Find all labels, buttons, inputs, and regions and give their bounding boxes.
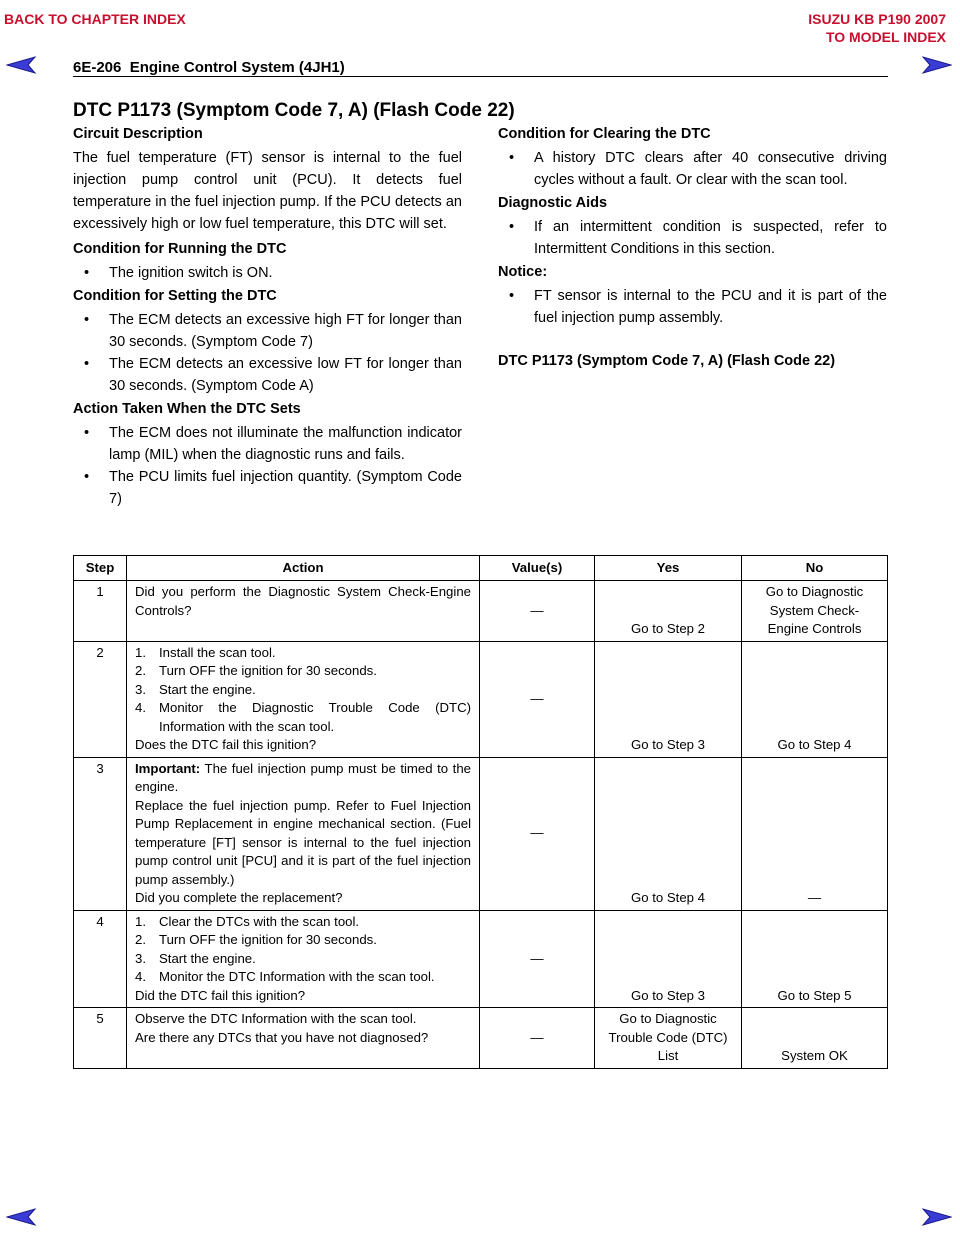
list-item-text: A history DTC clears after 40 consecutive driving cycles without a fault. Or clear with the scan tool.: [534, 150, 887, 188]
header-divider: [73, 76, 888, 77]
no-line: System Check-: [769, 602, 860, 618]
bullet-icon: •: [84, 265, 90, 281]
table-row: [74, 581, 888, 642]
important-note: Important: The fuel injection pump must be timed to the engine.: [135, 760, 471, 794]
list-item-text: FT sensor is internal to the PCU and it is part of the fuel injection pump assembly.: [534, 288, 887, 326]
list-item-text: If an intermittent condition is suspected, refer to Intermittent Conditions in this section.: [534, 219, 887, 257]
list-item: [73, 466, 462, 510]
step-action: [127, 757, 480, 910]
table-row: [74, 641, 888, 757]
sub-step: 2. Turn OFF the ignition for 30 seconds.: [135, 932, 377, 947]
circuit-description-text: The fuel temperature (FT) sensor is internal to the fuel injection pump control unit (PCU). It detects fuel temperature in the fuel injection pump. If the PCU detects an excessively high or low fuel temperature, this DTC will set.: [73, 150, 462, 232]
list-item: [73, 309, 462, 353]
diagnostic-aids-heading: Diagnostic Aids: [498, 195, 608, 211]
list-item: [73, 422, 462, 466]
sub-step: 3. Start the engine.: [135, 950, 256, 966]
yes-line: Go to Diagnostic: [619, 1011, 717, 1026]
step-yes[interactable]: Go to Step 4: [595, 757, 742, 910]
list-item: [498, 285, 887, 329]
step-action: Did you perform the Diagnostic System Check-Engine Controls?: [127, 581, 480, 642]
yes-line: Trouble Code (DTC): [608, 1029, 728, 1045]
step-value: —: [480, 641, 595, 757]
sub-step: 3. Start the engine.: [135, 681, 256, 697]
step-number: 3: [74, 757, 127, 910]
list-item: [73, 353, 462, 397]
column-header-values: Value(s): [480, 556, 595, 581]
column-header-yes: Yes: [595, 556, 742, 581]
action-line: Observe the DTC Information with the scan tool.: [135, 1011, 417, 1026]
step-question: Does the DTC fail this ignition?: [135, 737, 317, 752]
step-yes[interactable]: Go to Step 3: [595, 910, 742, 1008]
list-item: [73, 262, 462, 284]
running-condition-list: [73, 262, 462, 284]
clearing-condition-heading: Condition for Clearing the DTC: [498, 126, 711, 142]
step-no[interactable]: Go to Step 4: [742, 641, 888, 757]
left-column: [73, 123, 462, 511]
step-number: 5: [74, 1008, 127, 1069]
running-condition-heading: Condition for Running the DTC: [73, 241, 287, 257]
sub-step: 2. Turn OFF the ignition for 30 seconds.: [135, 663, 377, 678]
bullet-icon: •: [509, 150, 515, 166]
page-header: 6E-206 Engine Control System (4JH1): [73, 59, 345, 76]
right-column: [498, 123, 887, 372]
table-title: DTC P1173 (Symptom Code 7, A) (Flash Code 22): [498, 353, 836, 369]
step-action: [127, 1008, 480, 1069]
sub-step: 1. Clear the DTCs with the scan tool.: [135, 913, 360, 929]
step-value: —: [480, 910, 595, 1008]
list-item-text: The ECM detects an excessive high FT for longer than 30 seconds. (Symptom Code 7): [109, 312, 462, 350]
step-no[interactable]: Go to Step 5: [742, 910, 888, 1008]
notice-list: [498, 285, 887, 329]
prev-page-left-arrow-icon-bottom[interactable]: [6, 1208, 36, 1226]
notice-heading: Notice:: [498, 264, 548, 280]
step-question: Did you complete the replacement?: [135, 890, 343, 905]
model-title-link[interactable]: ISUZU KB P190 2007: [808, 11, 946, 27]
step-no[interactable]: [742, 581, 888, 642]
list-item-text: The PCU limits fuel injection quantity. (Symptom Code 7): [109, 469, 462, 507]
sub-step: 1. Install the scan tool.: [135, 644, 276, 660]
step-value: —: [480, 757, 595, 910]
list-item-text: The ECM detects an excessive low FT for longer than 30 seconds. (Symptom Code A): [109, 356, 462, 394]
action-taken-heading: Action Taken When the DTC Sets: [73, 401, 301, 417]
setting-condition-list: [73, 309, 462, 397]
step-yes[interactable]: Go to Step 2: [595, 581, 742, 642]
bullet-icon: •: [84, 356, 90, 372]
column-header-no: No: [742, 556, 888, 581]
to-model-index-link[interactable]: TO MODEL INDEX: [825, 29, 946, 45]
step-value: —: [480, 581, 595, 642]
step-action: [127, 910, 480, 1008]
back-to-chapter-index-link[interactable]: BACK TO CHAPTER INDEX: [4, 11, 186, 27]
next-page-right-arrow-icon-bottom[interactable]: [922, 1208, 952, 1226]
step-yes[interactable]: [595, 1008, 742, 1069]
step-number: 4: [74, 910, 127, 1008]
step-number: 1: [74, 581, 127, 642]
no-line: Go to Diagnostic: [765, 584, 864, 599]
column-header-step: Step: [74, 556, 127, 581]
step-yes[interactable]: Go to Step 3: [595, 641, 742, 757]
step-value: —: [480, 1008, 595, 1069]
page-title: DTC P1173 (Symptom Code 7, A) (Flash Code 22): [73, 100, 515, 121]
diagnostic-table: [73, 555, 888, 1069]
diagnostic-aids-list: [498, 216, 887, 260]
bullet-icon: •: [509, 288, 515, 304]
list-item: [498, 216, 887, 260]
clearing-condition-list: [498, 147, 887, 191]
prev-page-left-arrow-icon[interactable]: [6, 56, 36, 74]
table-row: [74, 1008, 888, 1069]
list-item: [498, 147, 887, 191]
bullet-icon: •: [84, 469, 90, 485]
step-question: Did the DTC fail this ignition?: [135, 987, 306, 1003]
setting-condition-heading: Condition for Setting the DTC: [73, 288, 277, 304]
step-action: [127, 641, 480, 757]
column-header-action: Action: [127, 556, 480, 581]
bullet-icon: •: [84, 425, 90, 441]
table-row: [74, 757, 888, 910]
list-item-text: The ECM does not illuminate the malfunction indicator lamp (MIL) when the diagnostic runs and fails.: [109, 425, 462, 463]
bullet-icon: •: [84, 312, 90, 328]
step-no: System OK: [742, 1008, 888, 1069]
step-number: 2: [74, 641, 127, 757]
action-taken-list: [73, 422, 462, 510]
step-body: Replace the fuel injection pump. Refer to Fuel Injection Pump Replacement in engine mechanical section. (Fuel temperature [FT] sensor is internal to the fuel injection pump control unit [PCU] and it is part of the fuel injection pump assembly.): [135, 797, 471, 887]
table-header-row: [74, 556, 888, 581]
yes-line: List: [657, 1048, 679, 1063]
next-page-right-arrow-icon[interactable]: [922, 56, 952, 74]
no-line: Engine Controls: [767, 621, 862, 636]
sub-step: 4. Monitor the DTC Information with the scan tool.: [135, 969, 435, 984]
step-no: —: [742, 757, 888, 910]
list-item-text: The ignition switch is ON.: [109, 265, 273, 281]
circuit-description-heading: Circuit Description: [73, 126, 203, 142]
table-row: [74, 910, 888, 1008]
bullet-icon: •: [509, 219, 515, 235]
step-question: Are there any DTCs that you have not diagnosed?: [135, 1029, 429, 1045]
sub-step: 4. Monitor the Diagnostic Trouble Code (DTC) Information with the scan tool.: [135, 700, 471, 734]
